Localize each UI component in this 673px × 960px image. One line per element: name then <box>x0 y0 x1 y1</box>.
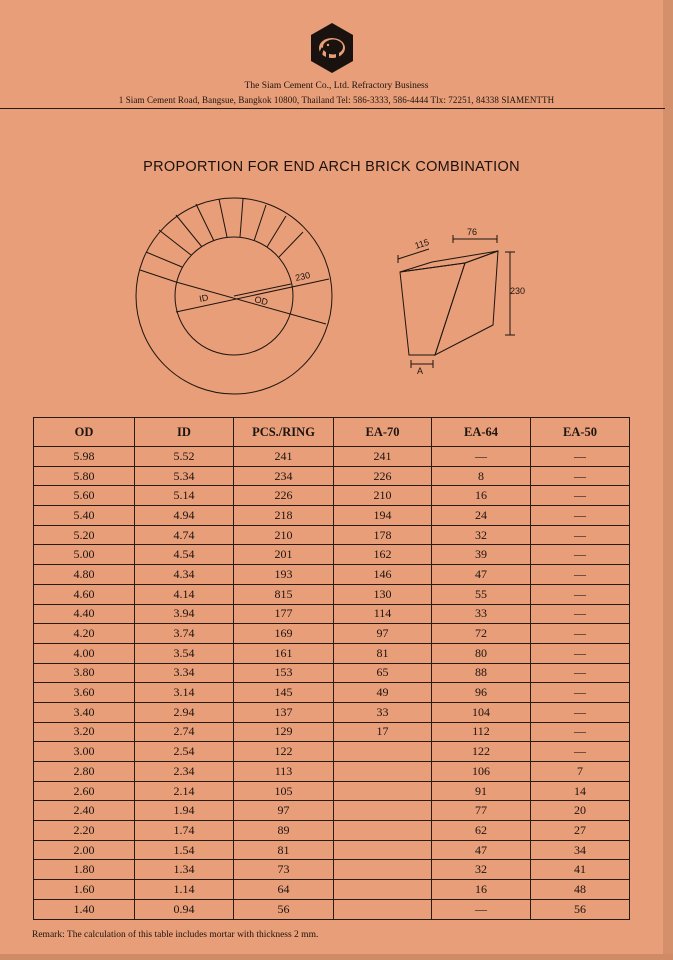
cell-id: 5.52 <box>135 447 234 467</box>
cell-ea-70: 178 <box>334 525 432 545</box>
header-od: OD <box>34 418 135 447</box>
cell-ea-64: 80 <box>432 643 531 663</box>
cell-pcs-ring: 234 <box>234 466 334 486</box>
table-row <box>34 702 630 722</box>
cell-ea-70 <box>334 762 432 782</box>
cell-id: 4.34 <box>135 565 234 585</box>
cell-pcs-ring: 177 <box>234 604 334 624</box>
cell-id: 1.94 <box>135 801 234 821</box>
cell-ea-50: 14 <box>531 781 630 801</box>
cell-ea-64: 91 <box>432 781 531 801</box>
table-row <box>34 683 630 703</box>
arch-brick-diagram <box>130 195 550 400</box>
cell-id: 3.54 <box>135 643 234 663</box>
cell-od: 3.80 <box>34 663 135 683</box>
table-row <box>34 565 630 585</box>
cell-pcs-ring: 105 <box>234 781 334 801</box>
cell-ea-70 <box>334 899 432 919</box>
cell-pcs-ring: 129 <box>234 722 334 742</box>
cell-ea-64: 47 <box>432 565 531 585</box>
cell-pcs-ring: 169 <box>234 624 334 644</box>
cell-id: 4.54 <box>135 545 234 565</box>
cell-ea-70 <box>334 840 432 860</box>
table-row <box>34 880 630 900</box>
cell-ea-70: 210 <box>334 486 432 506</box>
cell-pcs-ring: 210 <box>234 525 334 545</box>
header-id: ID <box>135 418 234 447</box>
cell-ea-70 <box>334 860 432 880</box>
table-row <box>34 584 630 604</box>
table-row <box>34 506 630 526</box>
elephant-logo-icon <box>308 22 356 74</box>
cell-pcs-ring: 73 <box>234 860 334 880</box>
cell-pcs-ring: 137 <box>234 702 334 722</box>
cell-od: 4.40 <box>34 604 135 624</box>
cell-pcs-ring: 97 <box>234 801 334 821</box>
cell-pcs-ring: 193 <box>234 565 334 585</box>
cell-od: 5.20 <box>34 525 135 545</box>
cell-ea-70 <box>334 880 432 900</box>
cell-id: 3.94 <box>135 604 234 624</box>
cell-id: 5.34 <box>135 466 234 486</box>
cell-ea-70: 114 <box>334 604 432 624</box>
cell-pcs-ring: 241 <box>234 447 334 467</box>
cell-ea-50: 41 <box>531 860 630 880</box>
cell-ea-64: 96 <box>432 683 531 703</box>
header-ea-64: EA-64 <box>432 418 531 447</box>
ring-thickness-label: 230 <box>294 270 312 283</box>
cell-ea-70: 81 <box>334 643 432 663</box>
cell-ea-64: 33 <box>432 604 531 624</box>
cell-pcs-ring: 161 <box>234 643 334 663</box>
cell-pcs-ring: 122 <box>234 742 334 762</box>
table-row <box>34 762 630 782</box>
cell-id: 0.94 <box>135 899 234 919</box>
cell-ea-50: — <box>531 742 630 762</box>
cell-od: 2.40 <box>34 801 135 821</box>
cell-id: 2.14 <box>135 781 234 801</box>
cell-pcs-ring: 81 <box>234 840 334 860</box>
cell-ea-70: 146 <box>334 565 432 585</box>
table-row <box>34 899 630 919</box>
cell-ea-70 <box>334 742 432 762</box>
cell-od: 4.00 <box>34 643 135 663</box>
cell-id: 2.94 <box>135 702 234 722</box>
cell-od: 5.00 <box>34 545 135 565</box>
cell-pcs-ring: 56 <box>234 899 334 919</box>
cell-id: 4.14 <box>135 584 234 604</box>
table-row <box>34 624 630 644</box>
cell-ea-64: 104 <box>432 702 531 722</box>
cell-ea-50: 34 <box>531 840 630 860</box>
remark-note: Remark: The calculation of this table includes mortar with thickness 2 mm. <box>32 930 319 940</box>
cell-pcs-ring: 113 <box>234 762 334 782</box>
cell-id: 1.54 <box>135 840 234 860</box>
table-row <box>34 545 630 565</box>
cell-ea-50: — <box>531 466 630 486</box>
cell-pcs-ring: 226 <box>234 486 334 506</box>
header-ea-70: EA-70 <box>334 418 432 447</box>
cell-ea-64: 77 <box>432 801 531 821</box>
cell-id: 4.94 <box>135 506 234 526</box>
cell-ea-70: 241 <box>334 447 432 467</box>
cell-od: 5.60 <box>34 486 135 506</box>
cell-ea-64: 122 <box>432 742 531 762</box>
table-row <box>34 722 630 742</box>
cell-od: 4.60 <box>34 584 135 604</box>
table-row <box>34 821 630 841</box>
cell-ea-50: — <box>531 722 630 742</box>
paper-edge <box>663 0 673 960</box>
cell-ea-64: 55 <box>432 584 531 604</box>
cell-pcs-ring: 218 <box>234 506 334 526</box>
cell-ea-64: 32 <box>432 860 531 880</box>
cell-ea-50: — <box>531 447 630 467</box>
cell-pcs-ring: 153 <box>234 663 334 683</box>
cell-ea-70: 17 <box>334 722 432 742</box>
table-row <box>34 604 630 624</box>
cell-pcs-ring: 815 <box>234 584 334 604</box>
cell-ea-50: — <box>531 584 630 604</box>
cell-od: 4.20 <box>34 624 135 644</box>
cell-ea-64: 72 <box>432 624 531 644</box>
brick-length-label: 115 <box>413 236 431 251</box>
cell-ea-64: 112 <box>432 722 531 742</box>
cell-od: 4.80 <box>34 565 135 585</box>
header-pcs-ring: PCS./RING <box>234 418 334 447</box>
cell-od: 3.40 <box>34 702 135 722</box>
cell-id: 1.34 <box>135 860 234 880</box>
cell-ea-70: 130 <box>334 584 432 604</box>
cell-id: 2.54 <box>135 742 234 762</box>
brick-top-label: 76 <box>467 227 478 237</box>
cell-od: 2.20 <box>34 821 135 841</box>
cell-od: 2.00 <box>34 840 135 860</box>
brick-combination-table <box>33 417 630 920</box>
cell-ea-50: 20 <box>531 801 630 821</box>
table-row <box>34 447 630 467</box>
cell-id: 3.34 <box>135 663 234 683</box>
cell-ea-64: 16 <box>432 486 531 506</box>
page-title: PROPORTION FOR END ARCH BRICK COMBINATION <box>143 159 520 175</box>
cell-ea-50: — <box>531 663 630 683</box>
cell-ea-64: 16 <box>432 880 531 900</box>
cell-ea-50: — <box>531 565 630 585</box>
cell-ea-70: 33 <box>334 702 432 722</box>
cell-ea-70: 226 <box>334 466 432 486</box>
cell-ea-50: — <box>531 506 630 526</box>
header-divider <box>0 108 665 109</box>
table-row <box>34 525 630 545</box>
company-address: 1 Siam Cement Road, Bangsue, Bangkok 10800, Thailand Tel: 586-3333, 586-4444 Tlx: 72251, 84338 SIAMENTTH <box>118 95 555 105</box>
cell-ea-50: — <box>531 525 630 545</box>
cell-od: 5.80 <box>34 466 135 486</box>
cell-pcs-ring: 89 <box>234 821 334 841</box>
paper-bottom-edge <box>0 954 673 960</box>
cell-ea-70: 162 <box>334 545 432 565</box>
cell-ea-64: — <box>432 447 531 467</box>
ring-diagram <box>136 198 332 394</box>
cell-ea-64: 47 <box>432 840 531 860</box>
cell-ea-50: — <box>531 683 630 703</box>
cell-ea-50: 7 <box>531 762 630 782</box>
cell-od: 3.60 <box>34 683 135 703</box>
table-row <box>34 663 630 683</box>
cell-ea-50: — <box>531 545 630 565</box>
table-row <box>34 486 630 506</box>
cell-id: 1.14 <box>135 880 234 900</box>
ring-id-label: ID <box>198 292 210 304</box>
cell-ea-64: 88 <box>432 663 531 683</box>
table-row <box>34 742 630 762</box>
cell-id: 1.74 <box>135 821 234 841</box>
cell-ea-50: 48 <box>531 880 630 900</box>
table-row <box>34 643 630 663</box>
table-row <box>34 840 630 860</box>
cell-ea-50: — <box>531 624 630 644</box>
cell-ea-64: 24 <box>432 506 531 526</box>
cell-od: 2.80 <box>34 762 135 782</box>
brick-diagram <box>398 235 515 368</box>
cell-od: 5.40 <box>34 506 135 526</box>
cell-ea-64: 106 <box>432 762 531 782</box>
cell-ea-70 <box>334 821 432 841</box>
cell-od: 1.80 <box>34 860 135 880</box>
cell-od: 1.60 <box>34 880 135 900</box>
cell-ea-50: 56 <box>531 899 630 919</box>
cell-ea-64: 62 <box>432 821 531 841</box>
table-row <box>34 781 630 801</box>
cell-ea-70: 49 <box>334 683 432 703</box>
cell-ea-70: 65 <box>334 663 432 683</box>
cell-id: 3.74 <box>135 624 234 644</box>
cell-id: 3.14 <box>135 683 234 703</box>
table-row <box>34 801 630 821</box>
cell-ea-70 <box>334 801 432 821</box>
cell-pcs-ring: 201 <box>234 545 334 565</box>
cell-pcs-ring: 64 <box>234 880 334 900</box>
cell-ea-64: 32 <box>432 525 531 545</box>
table-body <box>34 447 630 920</box>
brick-height-label: 230 <box>510 286 526 296</box>
ring-od-label: OD <box>253 294 270 308</box>
cell-id: 5.14 <box>135 486 234 506</box>
header-ea-50: EA-50 <box>531 418 630 447</box>
cell-ea-50: 27 <box>531 821 630 841</box>
table-row <box>34 860 630 880</box>
cell-id: 2.74 <box>135 722 234 742</box>
cell-ea-50: — <box>531 702 630 722</box>
cell-od: 2.60 <box>34 781 135 801</box>
cell-ea-64: 39 <box>432 545 531 565</box>
cell-ea-50: — <box>531 643 630 663</box>
cell-od: 5.98 <box>34 447 135 467</box>
cell-od: 3.00 <box>34 742 135 762</box>
cell-ea-50: — <box>531 604 630 624</box>
cell-ea-50: — <box>531 486 630 506</box>
cell-od: 1.40 <box>34 899 135 919</box>
cell-id: 4.74 <box>135 525 234 545</box>
table-header-row <box>34 418 630 447</box>
cell-id: 2.34 <box>135 762 234 782</box>
brick-a-label: A <box>417 366 424 376</box>
cell-pcs-ring: 145 <box>234 683 334 703</box>
company-name: The Siam Cement Co., Ltd. Refractory Business <box>244 81 429 91</box>
table-row <box>34 466 630 486</box>
cell-ea-70 <box>334 781 432 801</box>
cell-ea-64: — <box>432 899 531 919</box>
cell-ea-64: 8 <box>432 466 531 486</box>
cell-ea-70: 97 <box>334 624 432 644</box>
cell-od: 3.20 <box>34 722 135 742</box>
cell-ea-70: 194 <box>334 506 432 526</box>
